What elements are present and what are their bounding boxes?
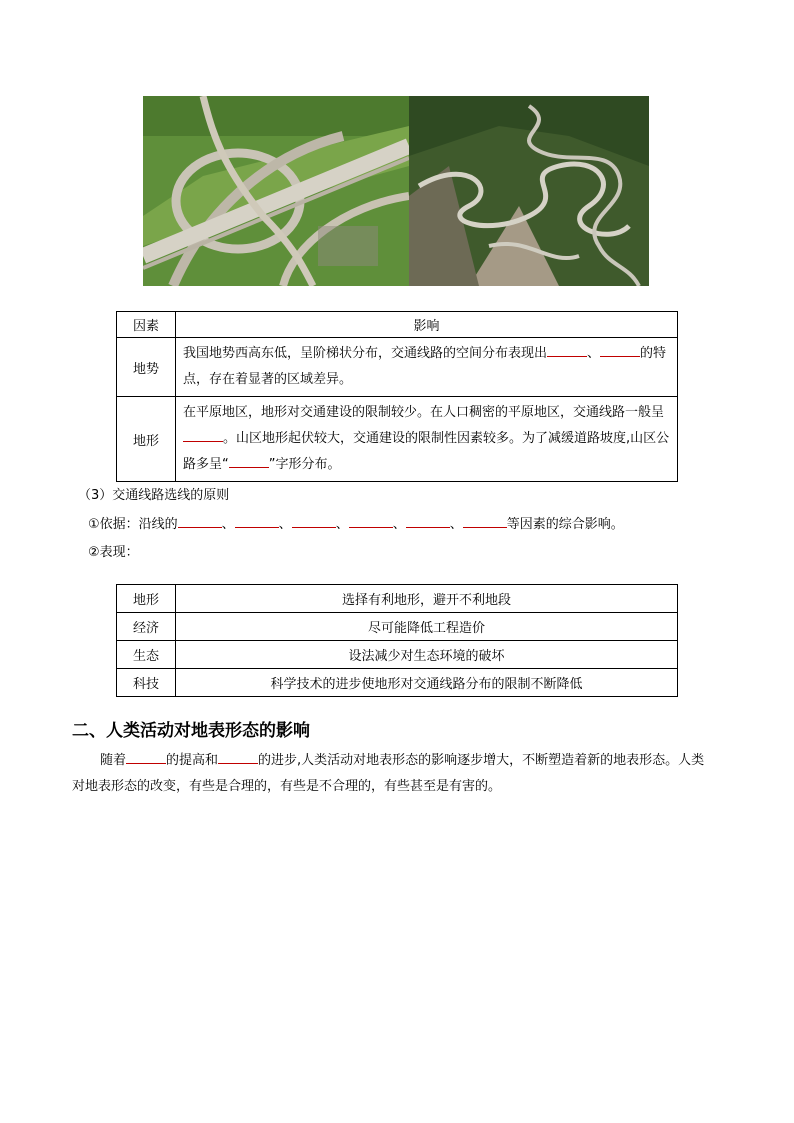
impact-text: 。山区地形起伏较大，交通建设的限制性因素较多。为了减缓道路坡度,山区公路多呈“ [183, 431, 670, 472]
basis-prefix: ①依据：沿线的 [88, 517, 178, 532]
section-title: 二、人类活动对地表形态的影响 [72, 721, 310, 741]
fill-blank[interactable] [547, 343, 587, 357]
table-row [117, 669, 678, 697]
fill-blank[interactable] [406, 514, 450, 528]
impact-text: 在平原地区，地形对交通建设的限制较少。在人口稠密的平原地区，交通线路一般呈 [183, 405, 665, 420]
separator: 、 [335, 517, 349, 532]
fill-blank[interactable] [292, 514, 336, 528]
row-factor: 生态 [117, 641, 176, 669]
row-factor: 地形 [117, 397, 176, 482]
section-paragraph [72, 748, 712, 800]
table-row [117, 338, 678, 397]
separator: 、 [392, 517, 406, 532]
fill-blank[interactable] [126, 750, 166, 764]
principles-table [116, 584, 678, 697]
row-factor: 地形 [117, 585, 176, 613]
separator: 、 [278, 517, 292, 532]
header-impact: 影响 [176, 312, 678, 338]
impact-text: 我国地势西高东低，呈阶梯状分布，交通线路的空间分布表现出 [183, 346, 548, 361]
impact-text: 的特点，存在着显著的区域差异。 [183, 346, 667, 387]
table-header-row [117, 312, 678, 338]
fill-blank[interactable] [218, 750, 258, 764]
basis-line [88, 513, 624, 532]
row-factor: 科技 [117, 669, 176, 697]
row-impact [176, 397, 678, 482]
para-text: 的进步,人类活动对地表形态的影响逐步增大，不断塑造着新的地表形态。人类对地表形态的改变，有些是合理的，有些是不合理的，有些甚至是有害的。 [72, 753, 705, 794]
fill-blank[interactable] [229, 454, 269, 468]
terrain-impact-table [116, 311, 678, 482]
row-impact [176, 338, 678, 397]
fill-blank[interactable] [178, 514, 222, 528]
fill-blank[interactable] [349, 514, 393, 528]
fill-blank[interactable] [235, 514, 279, 528]
fill-blank[interactable] [463, 514, 507, 528]
fill-blank[interactable] [183, 428, 223, 442]
table-row [117, 585, 678, 613]
manifest-label: ②表现： [88, 545, 139, 560]
table-row [117, 613, 678, 641]
row-desc: 尽可能降低工程造价 [176, 613, 678, 641]
table-row [117, 397, 678, 482]
row-factor: 经济 [117, 613, 176, 641]
impact-text: 、 [587, 346, 601, 361]
row-factor: 地势 [117, 338, 176, 397]
header-factor: 因素 [117, 312, 176, 338]
row-desc: 选择有利地形，避开不利地段 [176, 585, 678, 613]
separator: 、 [449, 517, 463, 532]
fill-blank[interactable] [600, 343, 640, 357]
highway-interchange-photo [143, 96, 409, 286]
mountain-switchback-road-photo [409, 96, 649, 286]
para-text: 随着 [100, 753, 127, 768]
basis-suffix: 等因素的综合影响。 [506, 517, 624, 532]
table-row [117, 641, 678, 669]
separator: 、 [221, 517, 235, 532]
photo-row [143, 96, 649, 286]
subsection-title: （3）交通线路选线的原则 [78, 488, 230, 503]
para-text: 的提高和 [166, 753, 219, 768]
row-desc: 设法减少对生态环境的破坏 [176, 641, 678, 669]
row-desc: 科学技术的进步使地形对交通线路分布的限制不断降低 [176, 669, 678, 697]
impact-text: ”字形分布。 [268, 457, 341, 472]
